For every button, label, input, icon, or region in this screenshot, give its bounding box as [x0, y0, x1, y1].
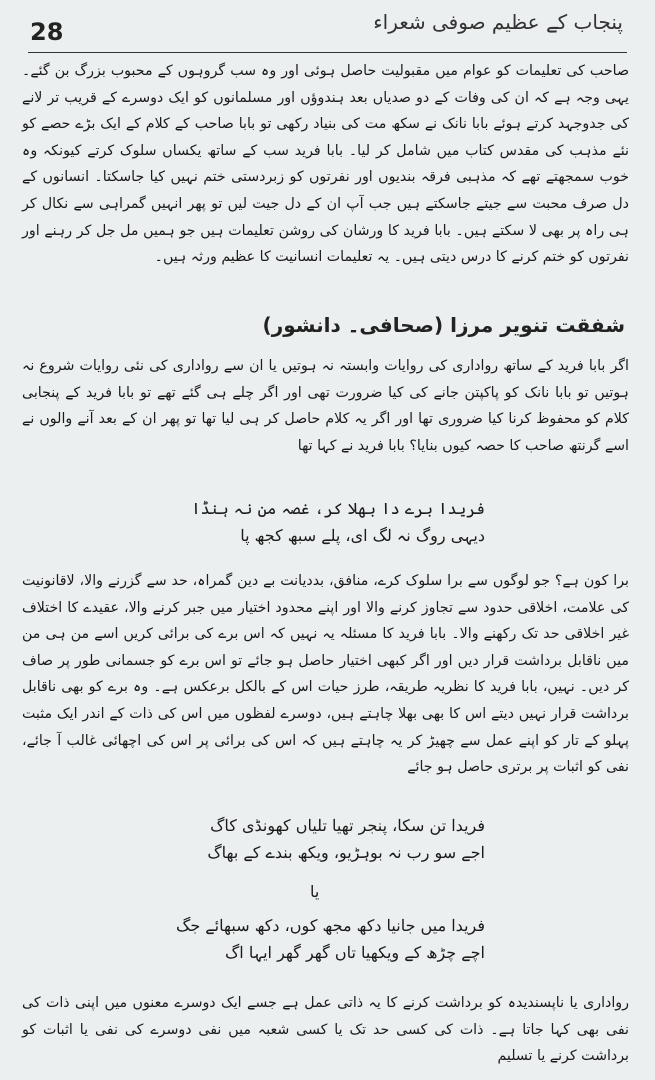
verse-block-2: [207, 812, 485, 866]
body-paragraph-2: [22, 353, 629, 459]
body-paragraph-1: [22, 58, 629, 271]
paragraph-text: رواداری یا ناپسندیدہ کو برداشت کرنے کا یہ ذاتی عمل ہے جسے ایک دوسرے معنوں میں اپنی ذات کی نفی بھی کہا جاتا ہے۔ ذات کی کسی حد تک یا کسی شعبہ میں نفی دوسرے کی نفی یا اثبات کو برداشت کرنے یا تسلیم: [22, 995, 629, 1065]
verse-line: اچے چڑھ کے ویکھیا تاں گھر گھر ایہا اگ: [224, 943, 485, 962]
body-paragraph-3: [22, 568, 629, 781]
paragraph-text: برا کون ہے؟ جو لوگوں سے برا سلوک کرے، منافق، بددیانت بے دین گمراہ، حد سے گزرنے والا، لاقانونیت کی علامت، اخلاقی حدود سے تجاوز کرنے والا اور اپنے محدود اختیار میں جبر کرنے والا، عقیدے کا اختلاف غیر اخلاقی حد تک رکھنے والا۔ بابا فرید کا مسئلہ یہ نہیں کہ اس برے کی برائی کریں اسے من ہی من میں ناقابل برداشت قرار دیں اور اگر کبھی اختیار حاصل ہو جائے تو اس برے کو جسمانی طور پر صاف کر دیں۔ نہیں، بابا فرید کا نظریہ طریقہ، طرز حیات اس کے بالکل برعکس ہے۔ وہ برے کو بھی ناقابل برداشت قرار نہیں دیتے اس کا بھی بھلا چاہتے ہیں، دوسرے لفظوں میں اس کی ذات کے اندر ایک مثبت پہلو کے تار کو اپنے عمل سے چھیڑ کر یہ چاہتے ہیں کہ اس کی برائی پر اس کی اچھائی غالب آ جائے، نفی کو اثبات پر برتری حاصل ہو جائے: [22, 573, 629, 776]
verse-line: فریدا تن سکا، پنجر تھیا تلیاں کھونڈی کاگ: [210, 816, 485, 835]
verse-block-3: [176, 912, 485, 966]
verse-separator: یا: [310, 882, 320, 901]
verse-line: اجے سو رب نہ بوہڑیو، ویکھ بندے کے بھاگ: [207, 843, 485, 862]
header-rule: [28, 52, 627, 53]
page-number: 28: [30, 18, 64, 46]
paragraph-text: اگر بابا فرید کے ساتھ رواداری کی روایات وابستہ نہ ہوتیں یا ان سے رواداری کی نئی روایات شروع نہ ہوتیں تو بابا نانک کو پاکپتن جانے کی کیا ضرورت تھی اور اگر چلے ہی گئے تھے تو بابا فرید کے پنجابی کلام کو محفوظ کرنا کیا ضروری تھا اور اگر یہ کلام حاصل کر ہی لیا تھا تو پھر ان کے بعد آنے والوں نے اسے گرنتھ صاحب کا حصہ کیوں بنایا؟ بابا فرید نے کہا تھا: [22, 358, 629, 454]
body-paragraph-4: [22, 990, 629, 1070]
running-head: پنجاب کے عظیم صوفی شعراء: [373, 10, 623, 34]
verse-line: فریدا برے دا بھلا کر، غصہ من نہ ہنڈا: [191, 499, 485, 518]
section-heading: شفقت تنویر مرزا (صحافی۔ دانشور): [262, 313, 625, 337]
verse-block-1: [191, 495, 485, 549]
verse-line: فریدا میں جانیا دکھ مجھ کوں، دکھ سبھائے جگ: [176, 916, 485, 935]
verse-line: دیہی روگ نہ لگ ای، پلے سبھ کجھ پا: [240, 526, 485, 545]
paragraph-text: صاحب کی تعلیمات کو عوام میں مقبولیت حاصل ہوئی اور وہ سب گروہوں کے محبوب بزرگ بن گئے۔ یہی وجہ ہے کہ ان کی وفات کے دو صدیاں بعد ہندوؤں اور مسلمانوں کو ایک دوسرے کے قریب تر لانے کی جدوجہد کرتے ہوئے بابا نانک نے سکھ مت کی بنیاد رکھی تو بابا صاحب کے کلام کے ایک بڑے حصے کو نئے مذہب کی مقدس کتاب میں شامل کر لیا۔ بابا فرید سب کے ساتھ یکساں سلوک کرتے کیونکہ وہ خوب سمجھتے تھے کہ مذہبی فرقہ بندیوں اور نفرتوں کو زبردستی ختم نہیں کیا جاسکتا۔ انسانوں کے دل صرف محبت سے جیتے جاسکتے ہیں جب آپ ان کے دل جیت لیں تو پھر انہیں گمراہی سے نکال کر ہی راہ پر بھی لا سکتے ہیں۔ بابا فرید کا ورشان کی روشن تعلیمات ہیں جو ہمیں مل جل کر رہنے اور نفرتوں کو ختم کرنے کا درس دیتی ہیں۔ یہ تعلیمات انسانیت کا عظیم ورثہ ہیں۔: [22, 63, 629, 266]
